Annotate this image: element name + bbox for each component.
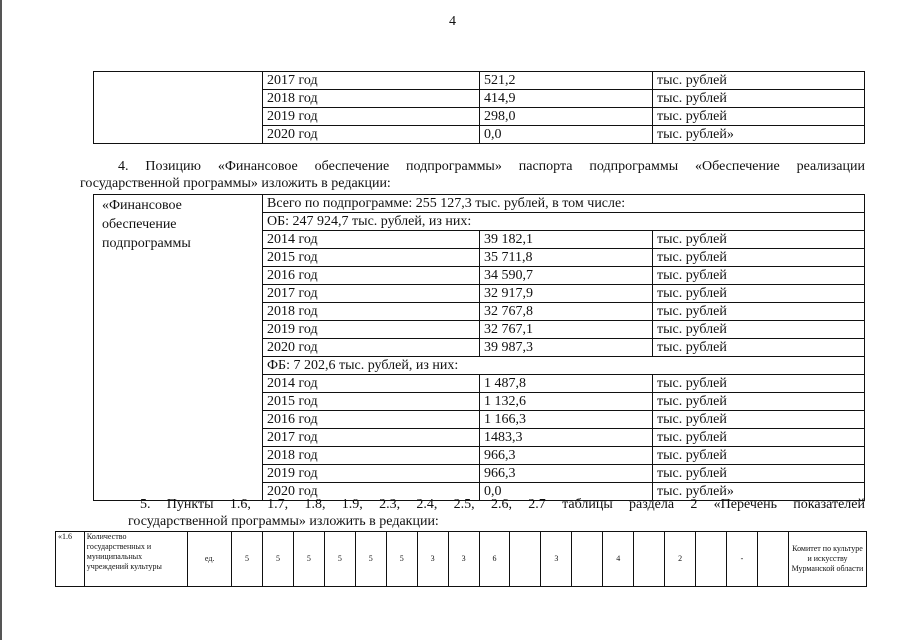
indicator-value: 5 [262,532,293,587]
fb-year: 2014 год [263,375,480,393]
fb-year: 2016 год [263,411,480,429]
fb-year: 2015 год [263,393,480,411]
ob-value: 34 590,7 [480,267,653,285]
fb-unit: тыс. рублей [653,447,865,465]
financing-table [93,194,865,501]
top-table-year: 2018 год [263,90,480,108]
indicator-value [510,532,541,587]
ob-unit: тыс. рублей [653,321,865,339]
indicator-row [56,532,867,587]
indicator-number: «1.6 [56,532,85,587]
fb-value: 1 487,8 [480,375,653,393]
fb-value: 1483,3 [480,429,653,447]
top-table-unit: тыс. рублей [653,108,865,126]
financing-label-text: «Финансовое обеспечение подпрограммы [102,198,191,251]
ob-unit: тыс. рублей [653,231,865,249]
top-table-unit: тыс. рублей» [653,126,865,144]
indicator-value: 3 [541,532,572,587]
paragraph-5-line-1: 5. Пункты 1.6, 1.7, 1.8, 1.9, 2.3, 2.4, 2.5, 2.6, 2.7 таблицы раздела 2 «Перечень показателей [140,497,865,512]
paragraph-5-line-2: государственной программы» изложить в редакции: [128,514,439,529]
top-table-unit: тыс. рублей [653,72,865,90]
indicators-table [55,531,867,587]
top-table-year: 2017 год [263,72,480,90]
fb-unit: тыс. рублей [653,393,865,411]
fb-unit: тыс. рублей [653,375,865,393]
paragraph-4 [80,158,865,192]
indicator-value [757,532,788,587]
indicator-value: 3 [448,532,479,587]
ob-value: 35 711,8 [480,249,653,267]
ob-value: 32 767,8 [480,303,653,321]
ob-value: 39 182,1 [480,231,653,249]
indicator-base: 5 [232,532,263,587]
indicator-name: Количество государственных и муниципальных учреждений культуры [84,532,188,587]
indicator-value [634,532,665,587]
indicator-responsible: Комитет по культуре и искусству Мурманской области [788,532,866,587]
indicator-value: - [727,532,758,587]
page-edge [0,0,2,640]
ob-year: 2015 год [263,249,480,267]
ob-year: 2017 год [263,285,480,303]
top-table-value: 298,0 [480,108,653,126]
fb-year: 2018 год [263,447,480,465]
ob-year: 2019 год [263,321,480,339]
ob-unit: тыс. рублей [653,303,865,321]
fb-value: 1 166,3 [480,411,653,429]
ob-year: 2018 год [263,303,480,321]
ob-value: 32 767,1 [480,321,653,339]
paragraph-4-line-1: 4. Позицию «Финансовое обеспечение подпрограммы» паспорта подпрограммы «Обеспечение реализации [118,159,865,174]
ob-value: 32 917,9 [480,285,653,303]
indicator-value: 2 [665,532,696,587]
indicator-value: 5 [386,532,417,587]
paragraph-5 [80,496,865,530]
indicator-value [572,532,603,587]
ob-unit: тыс. рублей [653,285,865,303]
page-number: 4 [449,14,456,29]
top-table-year: 2020 год [263,126,480,144]
ob-unit: тыс. рублей [653,267,865,285]
financing-label [94,195,263,501]
indicator-value: 6 [479,532,510,587]
top-table-row [94,72,865,90]
top-table-value: 521,2 [480,72,653,90]
indicator-value: 3 [417,532,448,587]
top-table-value: 414,9 [480,90,653,108]
ob-year: 2016 год [263,267,480,285]
fb-unit: тыс. рублей [653,411,865,429]
ob-unit: тыс. рублей [653,339,865,357]
fb-header: ФБ: 7 202,6 тыс. рублей, из них: [263,357,865,375]
fb-value: 966,3 [480,465,653,483]
top-table-empty-cell [94,72,263,144]
financing-total: Всего по подпрограмме: 255 127,3 тыс. рублей, в том числе: [263,195,865,213]
paragraph-4-line-2: государственной программы» изложить в редакции: [80,176,391,191]
indicator-value: 5 [355,532,386,587]
top-table-value: 0,0 [480,126,653,144]
fb-unit: тыс. рублей» [653,483,865,501]
fb-value: 0,0 [480,483,653,501]
fb-value: 966,3 [480,447,653,465]
indicator-unit: ед. [188,532,232,587]
fb-unit: тыс. рублей [653,429,865,447]
top-table [93,71,865,144]
fb-unit: тыс. рублей [653,465,865,483]
ob-year: 2014 год [263,231,480,249]
indicator-value [696,532,727,587]
financing-total-row [94,195,865,213]
ob-value: 39 987,3 [480,339,653,357]
indicator-value: 5 [324,532,355,587]
fb-year: 2019 год [263,465,480,483]
top-table-year: 2019 год [263,108,480,126]
fb-value: 1 132,6 [480,393,653,411]
indicator-value: 4 [603,532,634,587]
ob-header: ОБ: 247 924,7 тыс. рублей, из них: [263,213,865,231]
ob-year: 2020 год [263,339,480,357]
ob-unit: тыс. рублей [653,249,865,267]
top-table-unit: тыс. рублей [653,90,865,108]
fb-year: 2017 год [263,429,480,447]
indicator-value: 5 [293,532,324,587]
fb-year: 2020 год [263,483,480,501]
